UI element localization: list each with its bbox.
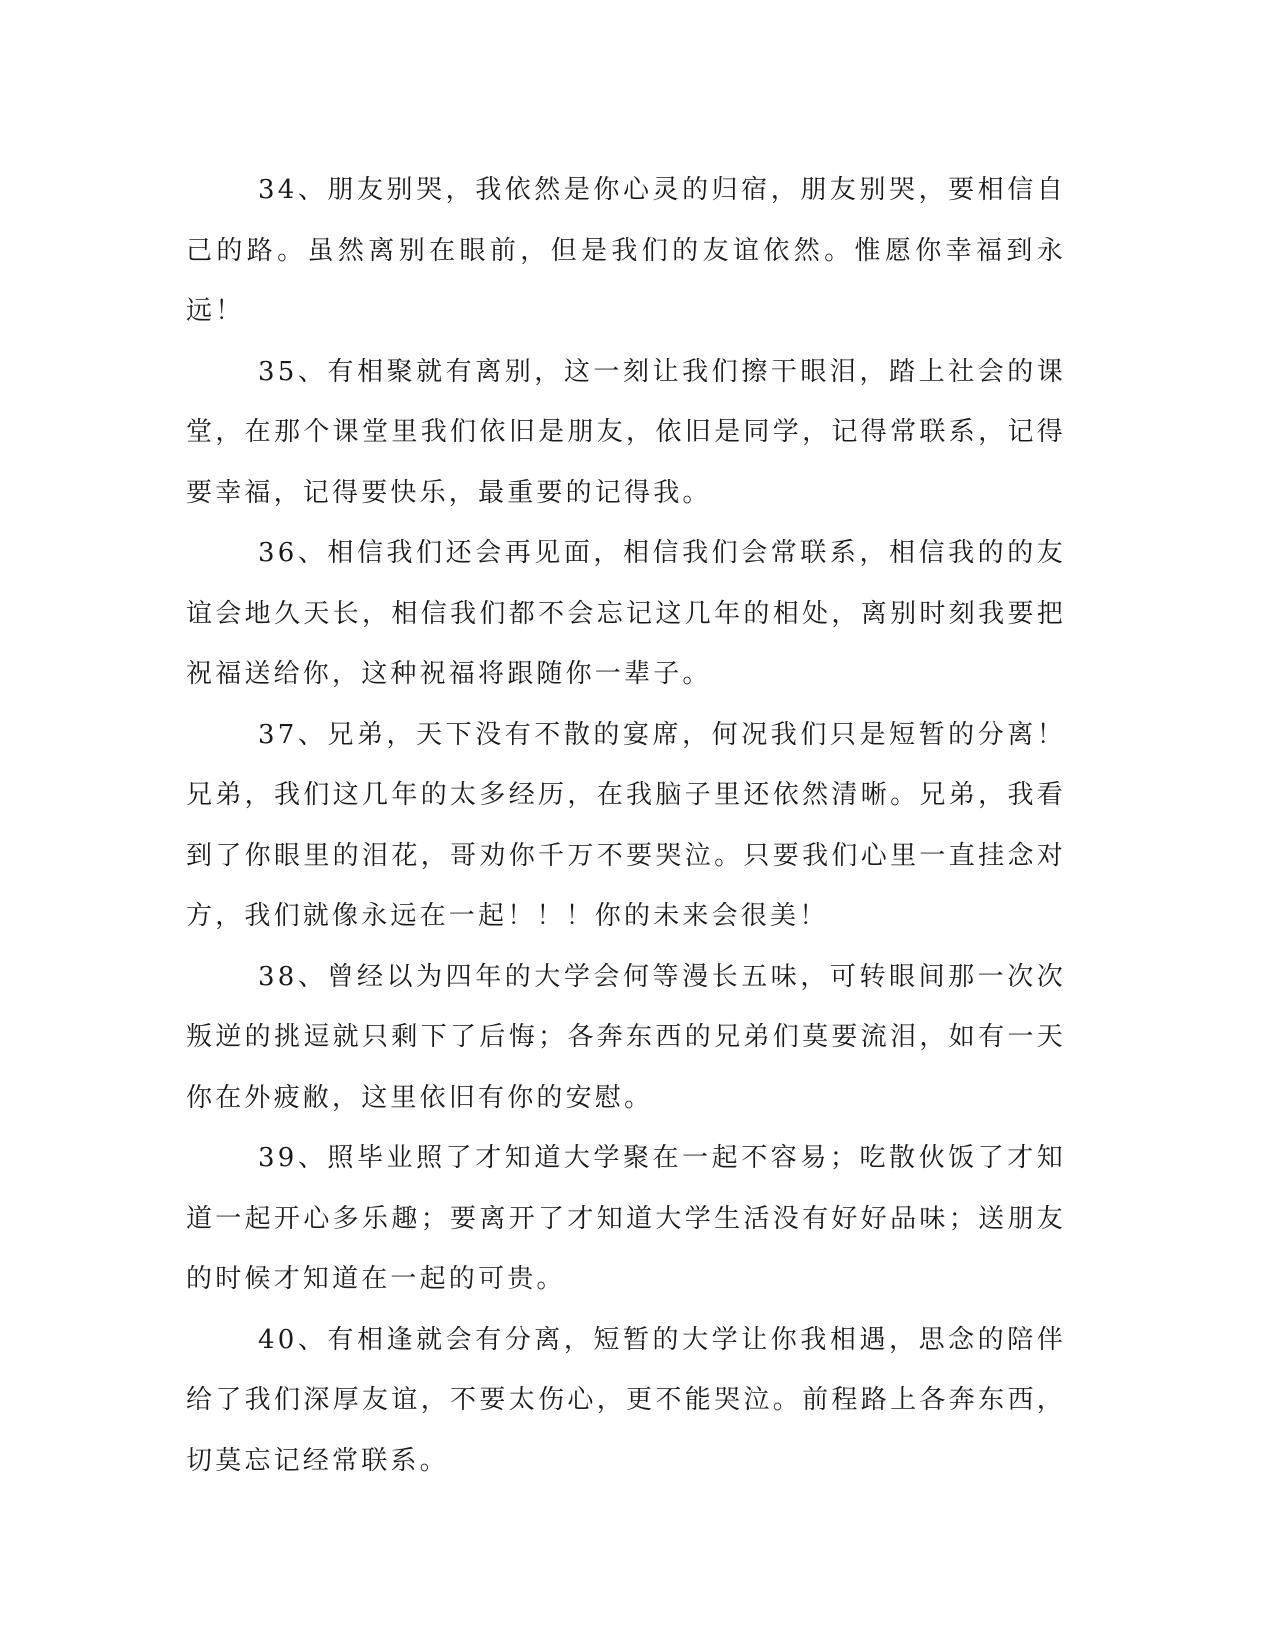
- document-body: [186, 160, 1066, 1491]
- paragraph-36: 36、相信我们还会再见面，相信我们会常联系，相信我的的友谊会地久天长，相信我们都不会忘记这几年的相处，离别时刻我要把祝福送给你，这种祝福将跟随你一辈子。: [186, 538, 1066, 689]
- paragraph-40: 40、有相逢就会有分离，短暂的大学让你我相遇，思念的陪伴给了我们深厚友谊，不要太伤心，更不能哭泣。前程路上各奔东西，切莫忘记经常联系。: [186, 1324, 1066, 1476]
- paragraph-38: 38、曾经以为四年的大学会何等漫长五味，可转眼间那一次次叛逆的挑逗就只剩下了后悔；各奔东西的兄弟们莫要流泪，如有一天你在外疲敝，这里依旧有你的安慰。: [186, 961, 1066, 1113]
- paragraph-35: 35、有相聚就有离别，这一刻让我们擦干眼泪，踏上社会的课堂，在那个课堂里我们依旧是朋友，依旧是同学，记得常联系，记得要幸福，记得要快乐，最重要的记得我。: [186, 356, 1066, 508]
- paragraph-37: 37、兄弟，天下没有不散的宴席，何况我们只是短暂的分离！兄弟，我们这几年的太多经历，在我脑子里还依然清晰。兄弟，我看到了你眼里的泪花，哥劝你千万不要哭泣。只要我们心里一直挂念对方，我们就像永远在一起！！！你的未来会很美！: [186, 719, 1066, 931]
- paragraph-34: 34、朋友别哭，我依然是你心灵的归宿，朋友别哭，要相信自己的路。虽然离别在眼前，但是我们的友谊依然。惟愿你幸福到永远！: [186, 175, 1066, 326]
- paragraph-39: 39、照毕业照了才知道大学聚在一起不容易；吃散伙饭了才知道一起开心多乐趣；要离开了才知道大学生活没有好好品味；送朋友的时候才知道在一起的可贵。: [186, 1143, 1066, 1294]
